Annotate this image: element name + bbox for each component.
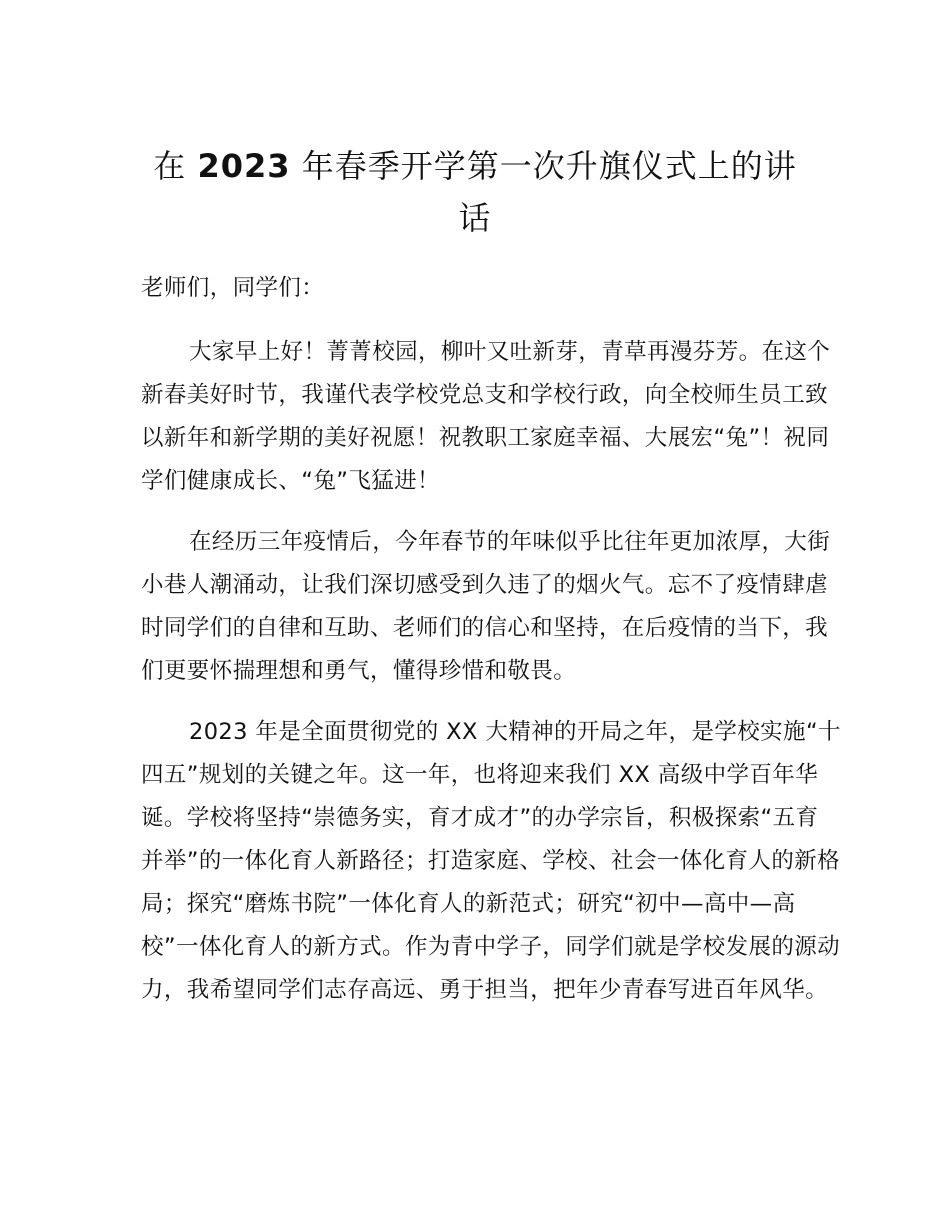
paragraph-school-plan: 2023 年是全面贯彻党的 XX 大精神的开局之年，是学校实施“十四五”规划的关键之年。这一年，也将迎来我们 XX 高级中学百年华诞。学校将坚持“崇德务实，育才成才”的办学宗旨，积极探索“五育并举”的一体化育人新路径；打造家庭、学校、社会一体化育人的新格局；探究“磨炼书院”一体化育人的新范式；研究“初中—高中—高校”一体化育人的新方式。作为青中学子，同学们就是学校发展的源动力，我希望同学们志存高远、勇于担当，把年少青春写进百年风华。 bbox=[141, 719, 841, 1003]
title-prefix: 在 bbox=[153, 147, 198, 185]
salutation: 老师们，同学们： bbox=[141, 275, 325, 301]
paragraph-post-pandemic: 在经历三年疫情后，今年春节的年味似乎比往年更加浓厚，大街小巷人潮涌动，让我们深切感受到久违了的烟火气。忘不了疫情肆虐时同学们的自律和互助、老师们的信心和坚持，在后疫情的当下，我们更要怀揣理想和勇气，懂得珍惜和敬畏。 bbox=[141, 529, 831, 684]
document-title bbox=[140, 140, 810, 244]
title-suffix: 年春季开学第一次升旗仪式上的讲话 bbox=[290, 147, 797, 237]
paragraph-greeting: 大家早上好！菁菁校园，柳叶又吐新芽，青草再漫芬芳。在这个新春美好时节，我谨代表学校党总支和学校行政，向全校师生员工致以新年和新学期的美好祝愿！祝教职工家庭幸福、大展宏“兔”！祝同学们健康成长、“兔”飞猛进！ bbox=[141, 339, 831, 494]
title-year: 2023 bbox=[197, 147, 291, 185]
